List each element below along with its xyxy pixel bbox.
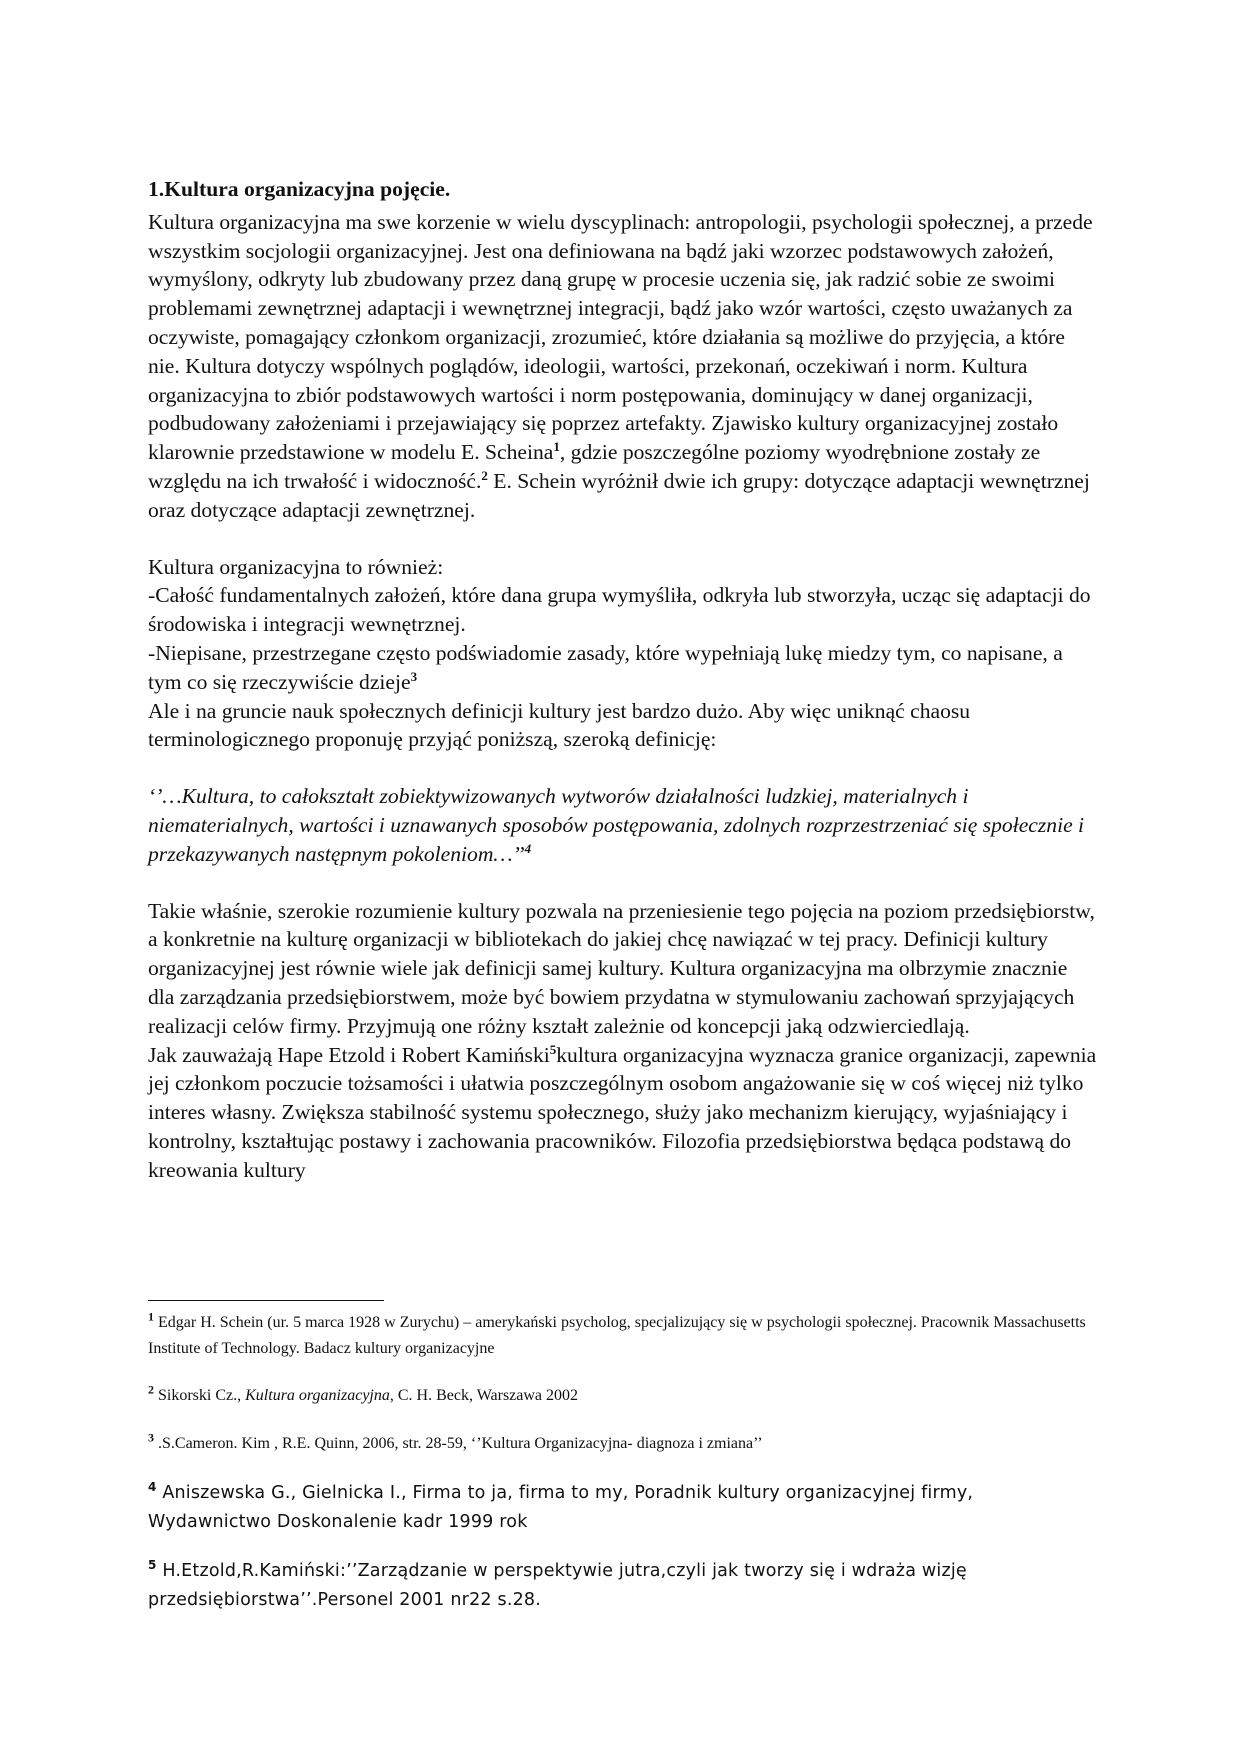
footnote-3	[148, 1431, 1098, 1457]
also-line-4: Ale i na gruncie nauk społecznych definicji kultury jest bardzo dużo. Aby więc uniknąć chaosu terminologicznego proponuję przyjąć poniższą, szeroką definicję:	[148, 698, 971, 752]
intro-text-2: , gdzie poszczególne poziomy wyodrębnione zostały ze względu na ich trwałość i widoczność.	[148, 440, 1041, 493]
understanding-text-3: kultura organizacyjna wyznacza granice organizacji, zapewnia jej członkom poczucie tożsamości i ułatwia poszczególnym osobom angażowanie się w coś więcej niż tylko interes własny. Zwiększa stabilność systemu społecznego, służy jako mechanizm kierujący, wyjaśniający i kontrolny, kształtując postawy i zachowania pracowników. Filozofia przedsiębiorstwa będąca podstawą do kreowania kultury	[148, 1042, 1097, 1182]
footnote-ref-4[interactable]: 4	[524, 840, 532, 856]
footnote-ref-1[interactable]: 1	[553, 438, 560, 454]
main-text	[148, 175, 1098, 1185]
paragraph-intro	[148, 208, 1098, 525]
footnote-5-text: H.Etzold,R.Kamiński:’’Zarządzanie w perspektywie jutra,czyli jak tworzy się i wdraża wizję przedsiębiorstwa’’.Personel 2001 nr22 s.28.	[148, 1561, 967, 1610]
also-line-3	[148, 639, 1098, 697]
footnote-4-text: Aniszewska G., Gielnicka I., Firma to ja, firma to my, Poradnik kultury organizacyjnej firmy, Wydawnictwo Doskonalenie kadr 1999 rok	[148, 1483, 974, 1532]
footnote-1	[148, 1310, 1098, 1362]
footnote-4	[148, 1479, 1098, 1537]
footnote-1-text: Edgar H. Schein (ur. 5 marca 1928 w Zurychu) – amerykański psycholog, specjalizujący się w psychologii społecznej. Pracownik Massachusetts Institute of Technology. Badacz kultury organizacyjne	[148, 1314, 1086, 1357]
footnote-2	[148, 1383, 1098, 1409]
footnote-ref-5[interactable]: 5	[549, 1041, 557, 1057]
footnote-2-after: , C. H. Beck, Warszawa 2002	[389, 1387, 579, 1404]
footnote-2-title: Kultura organizacyjna	[245, 1387, 390, 1404]
understanding-text-2: Jak zauważają Hape Etzold i Robert Kamiński	[148, 1042, 550, 1067]
footnote-ref-3[interactable]: 3	[410, 668, 418, 684]
intro-text-3: E. Schein wyróżnił dwie ich grupy: dotyczące adaptacji wewnętrznej oraz dotyczące adaptacji zewnętrznej.	[148, 468, 1090, 522]
also-line-1: Kultura organizacyjna to również:	[148, 554, 444, 579]
paragraph-understanding	[148, 897, 1098, 1185]
quote-text: ‘’…Kultura, to całokształt zobiektywizowanych wytworów działalności ludzkiej, materialnych i niematerialnych, wartości i uznawanych sposobów postępowania, zdolnych rozprzestrzeniać się społecznie i przekazywanych następnym pokoleniom…’’	[148, 784, 1085, 866]
intro-text-1: Kultura organizacyjna ma swe korzenie w wielu dyscyplinach: antropologii, psychologii społecznej, a przede wszystkim socjologii organizacyjnej. Jest ona definiowana na bądź jaki wzorzec podstawowych założeń, wymyślony, odkryty lub zbudowany przez daną grupę w procesie uczenia się, jak radzić sobie ze swoimi problemami zewnętrznej adaptacji i wewnętrznej integracji, bądź jako wzór wartości, często uważanych za oczywiste, pomagający członkom organizacji, zrozumieć, które działania są możliwe do przyjęcia, a które nie. Kultura dotyczy wspólnych poglądów, ideologii, wartości, przekonań, oczekiwań i norm. Kultura organizacyjna to zbiór podstawowych wartości i norm postępowania, dominujący w danej organizacji, podbudowany założeniami i przejawiający się poprzez artefakty. Zjawisko kultury organizacyjnej zostało klarownie przedstawione w modelu E. Scheina	[148, 209, 1093, 465]
also-line-3-text: -Niepisane, przestrzegane często podświadomie zasady, które wypełniają lukę miedzy tym, co napisane, a tym co się rzeczywiście dzieje	[148, 640, 1063, 694]
understanding-text-1: Takie właśnie, szerokie rozumienie kultury pozwala na przeniesienie tego pojęcia na poziom przedsiębiorstw, a konkretnie na kulturę organizacji w bibliotekach do jakiej chcę nawiązać w tej pracy. Definicji kultury organizacyjnej jest równie wiele jak definicji samej kultury. Kultura organizacyjna ma olbrzymie znacznie dla zarządzania przedsiębiorstwem, może być bowiem przydatna w stymulowaniu zachowań sprzyjających realizacji celów firmy. Przyjmują one różny kształt zależnie od koncepcji jaką odzwierciedlają.	[148, 898, 1095, 1038]
footnote-3-text: .S.Cameron. Kim , R.E. Quinn, 2006, str. 28-59, ‘’Kultura Organizacyjna- diagnoza i zmiana’’	[154, 1435, 763, 1452]
footnote-3-number: 3	[148, 1430, 154, 1445]
footnotes	[148, 1310, 1098, 1615]
footnote-5-number: 5	[148, 1558, 157, 1573]
definition-quote	[148, 782, 1098, 868]
section-heading: 1.Kultura organizacyjna pojęcie.	[148, 177, 451, 201]
footnote-2-number: 2	[148, 1382, 154, 1397]
footnote-2-before: Sikorski Cz.,	[154, 1387, 246, 1404]
footnote-ref-2[interactable]: 2	[481, 467, 488, 483]
footnote-separator	[148, 1300, 384, 1301]
footnote-5	[148, 1557, 1098, 1615]
footnote-1-number: 1	[148, 1309, 154, 1324]
footnote-4-number: 4	[148, 1480, 157, 1495]
paragraph-also	[148, 553, 1098, 755]
also-line-2: -Całość fundamentalnych założeń, które dana grupa wymyśliła, odkryła lub stworzyła, ucząc się adaptacji do środowiska i integracji wewnętrznej.	[148, 583, 1091, 637]
